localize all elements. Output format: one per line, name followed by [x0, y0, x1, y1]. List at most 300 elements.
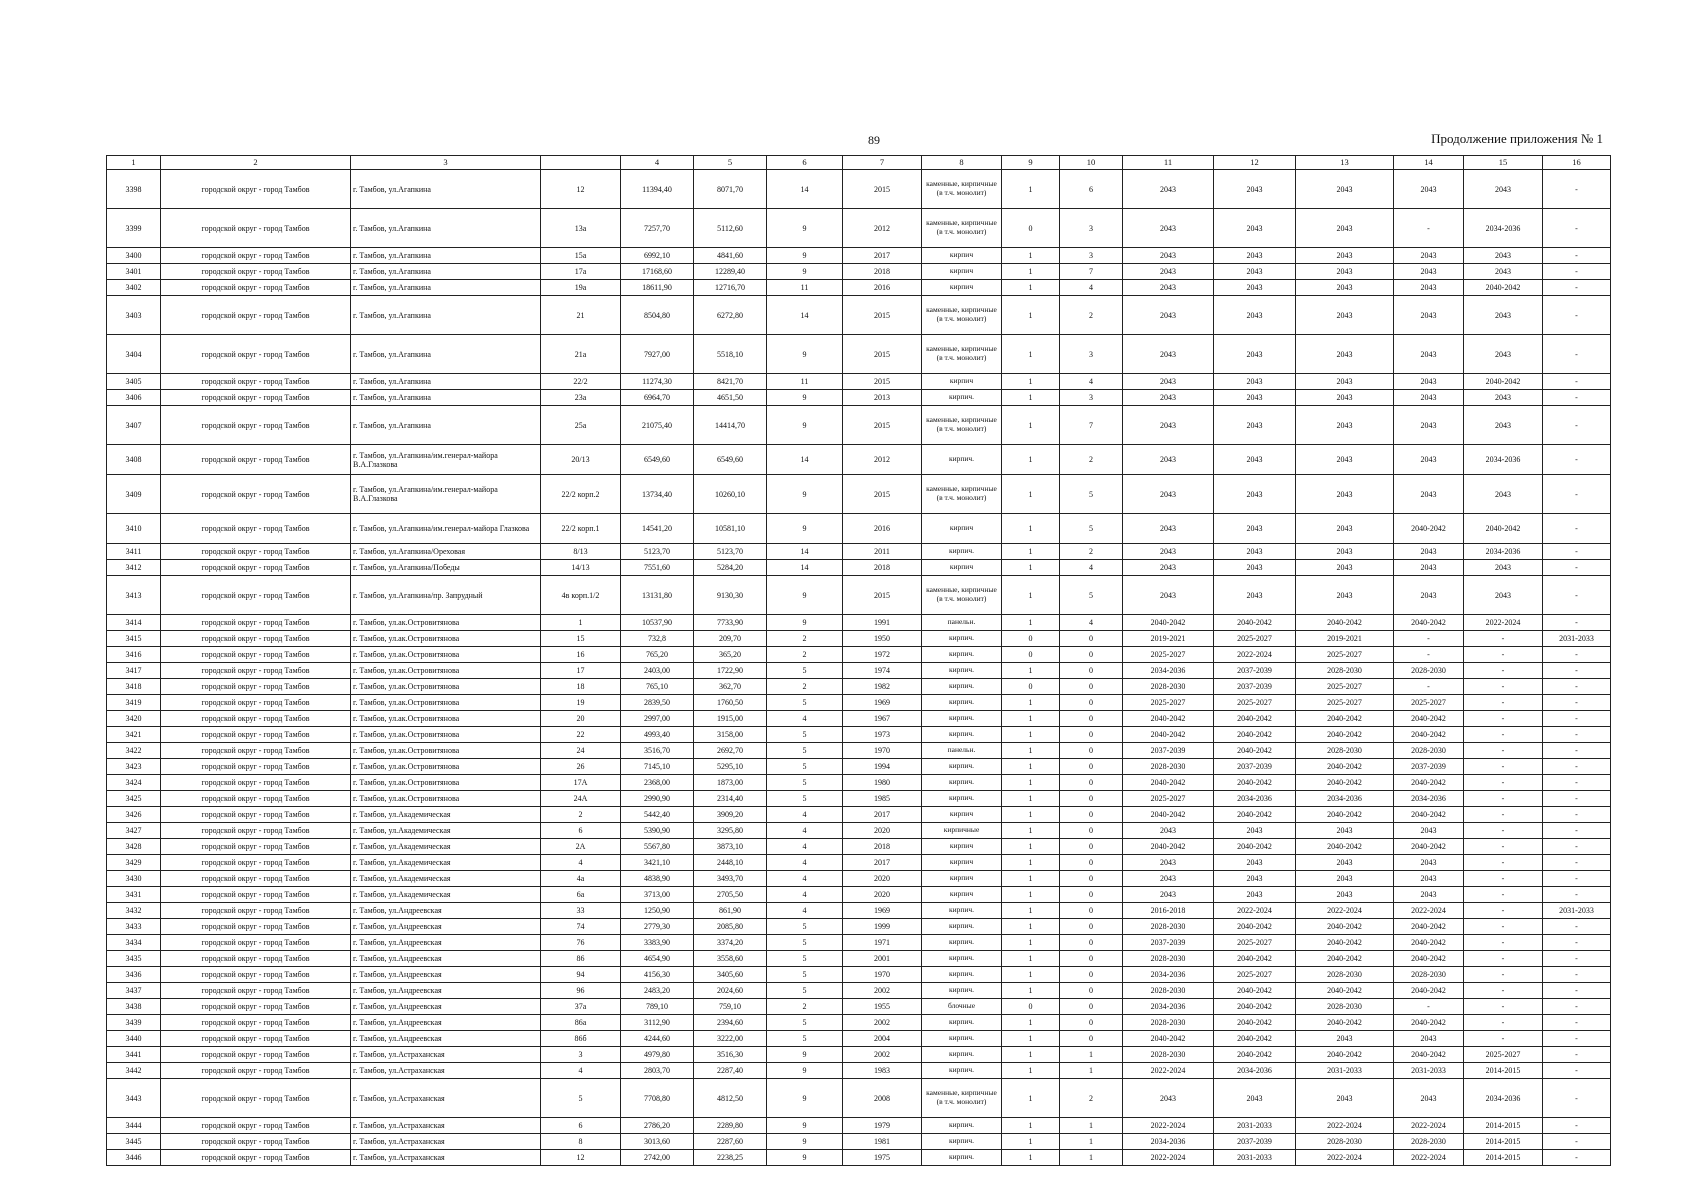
col-12-period-cell: 2025-2027: [1214, 631, 1296, 647]
col-13-period-cell: 2043: [1296, 335, 1394, 374]
living-area-cell: 3374,20: [694, 935, 767, 951]
col-12-period-cell: 2025-2027: [1214, 967, 1296, 983]
commissioning-year-cell: 1973: [843, 727, 922, 743]
total-area-cell: 2779,30: [621, 919, 694, 935]
col-12-period-cell: 2043: [1214, 475, 1296, 514]
living-area-cell: 2448,10: [694, 855, 767, 871]
total-area-cell: 2803,70: [621, 1063, 694, 1079]
living-area-cell: 2394,60: [694, 1015, 767, 1031]
col-10-value-cell: 0: [1060, 935, 1123, 951]
col-9-value-cell: 1: [1002, 759, 1060, 775]
floors-cell: 9: [767, 264, 843, 280]
col-13-period-cell: 2022-2024: [1296, 1150, 1394, 1166]
column-header: 1: [107, 156, 161, 170]
row-number-cell: 3414: [107, 615, 161, 631]
wall-material-cell: кирпич: [922, 514, 1002, 544]
col-15-period-cell: -: [1464, 711, 1543, 727]
table-row: [107, 296, 1611, 335]
wall-material-cell: панельн.: [922, 615, 1002, 631]
column-header: 15: [1464, 156, 1543, 170]
living-area-cell: 5123,70: [694, 544, 767, 560]
col-16-period-cell: -: [1543, 576, 1611, 615]
col-16-period-cell: -: [1543, 248, 1611, 264]
col-15-period-cell: -: [1464, 743, 1543, 759]
living-area-cell: 10260,10: [694, 475, 767, 514]
floors-cell: 5: [767, 663, 843, 679]
commissioning-year-cell: 1980: [843, 775, 922, 791]
col-10-value-cell: 2: [1060, 445, 1123, 475]
col-16-period-cell: -: [1543, 887, 1611, 903]
col-16-period-cell: -: [1543, 170, 1611, 209]
wall-material-cell: панельн.: [922, 743, 1002, 759]
col-9-value-cell: 0: [1002, 999, 1060, 1015]
col-12-period-cell: 2040-2042: [1214, 983, 1296, 999]
col-11-period-cell: 2034-2036: [1123, 967, 1214, 983]
col-15-period-cell: 2043: [1464, 560, 1543, 576]
municipality-cell: городской округ - город Тамбов: [161, 390, 351, 406]
floors-cell: 11: [767, 280, 843, 296]
total-area-cell: 5390,90: [621, 823, 694, 839]
col-14-period-cell: 2028-2030: [1394, 967, 1464, 983]
col-16-period-cell: 2031-2033: [1543, 631, 1611, 647]
total-area-cell: 789,10: [621, 999, 694, 1015]
col-16-period-cell: -: [1543, 335, 1611, 374]
house-number-cell: 13а: [541, 209, 621, 248]
municipality-cell: городской округ - город Тамбов: [161, 647, 351, 663]
col-11-period-cell: 2043: [1123, 871, 1214, 887]
house-number-cell: 22/2 корп.1: [541, 514, 621, 544]
house-number-cell: 6а: [541, 887, 621, 903]
col-15-period-cell: 2043: [1464, 170, 1543, 209]
table-row: [107, 871, 1611, 887]
commissioning-year-cell: 2020: [843, 887, 922, 903]
total-area-cell: 2403,00: [621, 663, 694, 679]
total-area-cell: 13734,40: [621, 475, 694, 514]
total-area-cell: 7927,00: [621, 335, 694, 374]
house-number-cell: 86: [541, 951, 621, 967]
col-14-period-cell: 2043: [1394, 1079, 1464, 1118]
col-9-value-cell: 1: [1002, 871, 1060, 887]
living-area-cell: 3158,00: [694, 727, 767, 743]
column-header: 11: [1123, 156, 1214, 170]
row-number-cell: 3429: [107, 855, 161, 871]
col-10-value-cell: 7: [1060, 406, 1123, 445]
column-header: 16: [1543, 156, 1611, 170]
wall-material-cell: кирпич.: [922, 759, 1002, 775]
col-12-period-cell: 2025-2027: [1214, 935, 1296, 951]
col-15-period-cell: -: [1464, 935, 1543, 951]
wall-material-cell: кирпич.: [922, 1150, 1002, 1166]
col-11-period-cell: 2043: [1123, 576, 1214, 615]
municipality-cell: городской округ - город Тамбов: [161, 759, 351, 775]
col-9-value-cell: 1: [1002, 390, 1060, 406]
total-area-cell: 2786,20: [621, 1118, 694, 1134]
col-15-period-cell: -: [1464, 679, 1543, 695]
col-13-period-cell: 2043: [1296, 209, 1394, 248]
total-area-cell: 6549,60: [621, 445, 694, 475]
col-16-period-cell: -: [1543, 759, 1611, 775]
municipality-cell: городской округ - город Тамбов: [161, 1079, 351, 1118]
commissioning-year-cell: 2013: [843, 390, 922, 406]
wall-material-cell: кирпич.: [922, 544, 1002, 560]
total-area-cell: 3516,70: [621, 743, 694, 759]
municipality-cell: городской округ - город Тамбов: [161, 679, 351, 695]
col-15-period-cell: -: [1464, 1015, 1543, 1031]
floors-cell: 11: [767, 374, 843, 390]
living-area-cell: 14414,70: [694, 406, 767, 445]
living-area-cell: 3222,00: [694, 1031, 767, 1047]
col-10-value-cell: 5: [1060, 576, 1123, 615]
col-16-period-cell: -: [1543, 823, 1611, 839]
col-9-value-cell: 1: [1002, 544, 1060, 560]
col-11-period-cell: 2043: [1123, 170, 1214, 209]
address-cell: г. Тамбов, ул.ак.Островитянова: [351, 775, 541, 791]
commissioning-year-cell: 1971: [843, 935, 922, 951]
row-number-cell: 3438: [107, 999, 161, 1015]
total-area-cell: 3421,10: [621, 855, 694, 871]
house-number-cell: 4а: [541, 871, 621, 887]
col-16-period-cell: -: [1543, 514, 1611, 544]
commissioning-year-cell: 1979: [843, 1118, 922, 1134]
commissioning-year-cell: 1969: [843, 695, 922, 711]
address-cell: г. Тамбов, ул.ак.Островитянова: [351, 727, 541, 743]
total-area-cell: 3713,00: [621, 887, 694, 903]
table-row: [107, 1079, 1611, 1118]
row-number-cell: 3440: [107, 1031, 161, 1047]
col-13-period-cell: 2043: [1296, 576, 1394, 615]
table-row: [107, 1118, 1611, 1134]
address-cell: г. Тамбов, ул.Агапкина: [351, 390, 541, 406]
col-11-period-cell: 2022-2024: [1123, 1118, 1214, 1134]
floors-cell: 5: [767, 727, 843, 743]
col-13-period-cell: 2043: [1296, 264, 1394, 280]
col-10-value-cell: 0: [1060, 695, 1123, 711]
wall-material-cell: каменные, кирпичные (в т.ч. монолит): [922, 576, 1002, 615]
col-16-period-cell: -: [1543, 1047, 1611, 1063]
house-number-cell: 20: [541, 711, 621, 727]
col-13-period-cell: 2028-2030: [1296, 743, 1394, 759]
house-number-cell: 33: [541, 903, 621, 919]
floors-cell: 9: [767, 1134, 843, 1150]
col-10-value-cell: 6: [1060, 170, 1123, 209]
col-11-period-cell: 2034-2036: [1123, 1134, 1214, 1150]
column-header: 6: [767, 156, 843, 170]
table-row: [107, 631, 1611, 647]
living-area-cell: 3909,20: [694, 807, 767, 823]
table-row: [107, 576, 1611, 615]
row-number-cell: 3426: [107, 807, 161, 823]
living-area-cell: 365,20: [694, 647, 767, 663]
house-number-cell: 86б: [541, 1031, 621, 1047]
commissioning-year-cell: 2016: [843, 514, 922, 544]
table-row: [107, 791, 1611, 807]
table-row: [107, 855, 1611, 871]
col-12-period-cell: 2040-2042: [1214, 727, 1296, 743]
table-row: [107, 919, 1611, 935]
commissioning-year-cell: 1999: [843, 919, 922, 935]
wall-material-cell: кирпич: [922, 280, 1002, 296]
municipality-cell: городской округ - город Тамбов: [161, 1047, 351, 1063]
wall-material-cell: каменные, кирпичные (в т.ч. монолит): [922, 1079, 1002, 1118]
col-15-period-cell: 2043: [1464, 335, 1543, 374]
col-14-period-cell: -: [1394, 999, 1464, 1015]
col-16-period-cell: -: [1543, 663, 1611, 679]
col-11-period-cell: 2040-2042: [1123, 1031, 1214, 1047]
col-11-period-cell: 2043: [1123, 335, 1214, 374]
col-11-period-cell: 2043: [1123, 264, 1214, 280]
total-area-cell: 21075,40: [621, 406, 694, 445]
col-12-period-cell: 2040-2042: [1214, 615, 1296, 631]
living-area-cell: 5284,20: [694, 560, 767, 576]
table-row: [107, 999, 1611, 1015]
col-10-value-cell: 3: [1060, 209, 1123, 248]
living-area-cell: 8421,70: [694, 374, 767, 390]
address-cell: г. Тамбов, ул.Андреевская: [351, 903, 541, 919]
col-10-value-cell: 1: [1060, 1047, 1123, 1063]
wall-material-cell: кирпич.: [922, 775, 1002, 791]
col-11-period-cell: 2043: [1123, 823, 1214, 839]
col-16-period-cell: -: [1543, 406, 1611, 445]
total-area-cell: 4654,90: [621, 951, 694, 967]
house-number-cell: 19: [541, 695, 621, 711]
col-15-period-cell: -: [1464, 919, 1543, 935]
col-11-period-cell: 2028-2030: [1123, 983, 1214, 999]
col-10-value-cell: 0: [1060, 823, 1123, 839]
col-11-period-cell: 2043: [1123, 390, 1214, 406]
column-header: [541, 156, 621, 170]
col-9-value-cell: 1: [1002, 807, 1060, 823]
address-cell: г. Тамбов, ул.Агапкина: [351, 335, 541, 374]
col-12-period-cell: 2040-2042: [1214, 807, 1296, 823]
col-13-period-cell: 2040-2042: [1296, 983, 1394, 999]
living-area-cell: 3493,70: [694, 871, 767, 887]
total-area-cell: 5442,40: [621, 807, 694, 823]
col-15-period-cell: 2014-2015: [1464, 1134, 1543, 1150]
col-10-value-cell: 0: [1060, 759, 1123, 775]
floors-cell: 9: [767, 248, 843, 264]
col-16-period-cell: -: [1543, 296, 1611, 335]
col-9-value-cell: 1: [1002, 1063, 1060, 1079]
municipality-cell: городской округ - город Тамбов: [161, 264, 351, 280]
col-13-period-cell: 2028-2030: [1296, 1134, 1394, 1150]
living-area-cell: 3873,10: [694, 839, 767, 855]
municipality-cell: городской округ - город Тамбов: [161, 280, 351, 296]
living-area-cell: 10581,10: [694, 514, 767, 544]
house-number-cell: 21а: [541, 335, 621, 374]
commissioning-year-cell: 2002: [843, 1015, 922, 1031]
address-cell: г. Тамбов, ул.Академическая: [351, 823, 541, 839]
row-number-cell: 3420: [107, 711, 161, 727]
col-11-period-cell: 2040-2042: [1123, 727, 1214, 743]
col-16-period-cell: -: [1543, 967, 1611, 983]
house-number-cell: 14/13: [541, 560, 621, 576]
col-10-value-cell: 4: [1060, 280, 1123, 296]
address-cell: г. Тамбов, ул.Астраханская: [351, 1150, 541, 1166]
floors-cell: 9: [767, 1079, 843, 1118]
table-row: [107, 560, 1611, 576]
municipality-cell: городской округ - город Тамбов: [161, 983, 351, 999]
table-row: [107, 475, 1611, 514]
row-number-cell: 3427: [107, 823, 161, 839]
address-cell: г. Тамбов, ул.ак.Островитянова: [351, 759, 541, 775]
floors-cell: 14: [767, 544, 843, 560]
address-cell: г. Тамбов, ул.ак.Островитянова: [351, 679, 541, 695]
commissioning-year-cell: 2018: [843, 560, 922, 576]
col-16-period-cell: 2031-2033: [1543, 903, 1611, 919]
municipality-cell: городской округ - город Тамбов: [161, 935, 351, 951]
col-11-period-cell: 2034-2036: [1123, 663, 1214, 679]
col-15-period-cell: -: [1464, 967, 1543, 983]
column-header: 12: [1214, 156, 1296, 170]
floors-cell: 4: [767, 807, 843, 823]
col-10-value-cell: 0: [1060, 999, 1123, 1015]
wall-material-cell: кирпич: [922, 839, 1002, 855]
col-9-value-cell: 1: [1002, 560, 1060, 576]
col-16-period-cell: -: [1543, 743, 1611, 759]
total-area-cell: 4838,90: [621, 871, 694, 887]
column-header: 4: [621, 156, 694, 170]
col-10-value-cell: 0: [1060, 727, 1123, 743]
col-16-period-cell: -: [1543, 1063, 1611, 1079]
table-row: [107, 170, 1611, 209]
col-13-period-cell: 2043: [1296, 887, 1394, 903]
wall-material-cell: кирпич.: [922, 919, 1002, 935]
municipality-cell: городской округ - город Тамбов: [161, 855, 351, 871]
col-13-period-cell: 2043: [1296, 445, 1394, 475]
commissioning-year-cell: 2002: [843, 983, 922, 999]
col-12-period-cell: 2031-2033: [1214, 1118, 1296, 1134]
row-number-cell: 3441: [107, 1047, 161, 1063]
col-13-period-cell: 2022-2024: [1296, 1118, 1394, 1134]
commissioning-year-cell: 1994: [843, 759, 922, 775]
col-11-period-cell: 2043: [1123, 544, 1214, 560]
commissioning-year-cell: 2015: [843, 406, 922, 445]
col-15-period-cell: 2014-2015: [1464, 1118, 1543, 1134]
col-15-period-cell: -: [1464, 791, 1543, 807]
col-15-period-cell: -: [1464, 631, 1543, 647]
col-12-period-cell: 2043: [1214, 514, 1296, 544]
municipality-cell: городской округ - город Тамбов: [161, 475, 351, 514]
living-area-cell: 2238,25: [694, 1150, 767, 1166]
col-16-period-cell: -: [1543, 390, 1611, 406]
municipality-cell: городской округ - город Тамбов: [161, 1150, 351, 1166]
floors-cell: 2: [767, 999, 843, 1015]
commissioning-year-cell: 2018: [843, 839, 922, 855]
wall-material-cell: кирпич.: [922, 1031, 1002, 1047]
floors-cell: 5: [767, 791, 843, 807]
commissioning-year-cell: 2016: [843, 280, 922, 296]
commissioning-year-cell: 2017: [843, 807, 922, 823]
municipality-cell: городской округ - город Тамбов: [161, 791, 351, 807]
col-15-period-cell: -: [1464, 759, 1543, 775]
house-number-cell: 24: [541, 743, 621, 759]
col-15-period-cell: 2043: [1464, 576, 1543, 615]
col-9-value-cell: 1: [1002, 264, 1060, 280]
row-number-cell: 3413: [107, 576, 161, 615]
living-area-cell: 2314,40: [694, 791, 767, 807]
col-11-period-cell: 2043: [1123, 887, 1214, 903]
living-area-cell: 3516,30: [694, 1047, 767, 1063]
col-9-value-cell: 1: [1002, 445, 1060, 475]
address-cell: г. Тамбов, ул.Астраханская: [351, 1118, 541, 1134]
municipality-cell: городской округ - город Тамбов: [161, 919, 351, 935]
wall-material-cell: каменные, кирпичные (в т.ч. монолит): [922, 406, 1002, 445]
column-header: 7: [843, 156, 922, 170]
col-15-period-cell: -: [1464, 823, 1543, 839]
commissioning-year-cell: 2017: [843, 248, 922, 264]
municipality-cell: городской округ - город Тамбов: [161, 695, 351, 711]
col-9-value-cell: 1: [1002, 1150, 1060, 1166]
house-number-cell: 4в корп.1/2: [541, 576, 621, 615]
municipality-cell: городской округ - город Тамбов: [161, 839, 351, 855]
living-area-cell: 9130,30: [694, 576, 767, 615]
col-13-period-cell: 2019-2021: [1296, 631, 1394, 647]
address-cell: г. Тамбов, ул.Агапкина/Победы: [351, 560, 541, 576]
col-13-period-cell: 2025-2027: [1296, 679, 1394, 695]
col-14-period-cell: 2043: [1394, 475, 1464, 514]
municipality-cell: городской округ - город Тамбов: [161, 1015, 351, 1031]
col-13-period-cell: 2043: [1296, 248, 1394, 264]
column-header: 3: [351, 156, 541, 170]
col-9-value-cell: 1: [1002, 663, 1060, 679]
wall-material-cell: кирпич.: [922, 1063, 1002, 1079]
row-number-cell: 3417: [107, 663, 161, 679]
table-row: [107, 759, 1611, 775]
house-number-cell: 4: [541, 855, 621, 871]
col-12-period-cell: 2034-2036: [1214, 791, 1296, 807]
living-area-cell: 3295,80: [694, 823, 767, 839]
col-14-period-cell: 2022-2024: [1394, 1118, 1464, 1134]
col-12-period-cell: 2022-2024: [1214, 647, 1296, 663]
row-number-cell: 3423: [107, 759, 161, 775]
col-14-period-cell: -: [1394, 209, 1464, 248]
floors-cell: 5: [767, 759, 843, 775]
house-number-cell: 26: [541, 759, 621, 775]
col-9-value-cell: 1: [1002, 1134, 1060, 1150]
municipality-cell: городской округ - город Тамбов: [161, 514, 351, 544]
living-area-cell: 1873,00: [694, 775, 767, 791]
table-row: [107, 647, 1611, 663]
table-row: [107, 445, 1611, 475]
floors-cell: 5: [767, 935, 843, 951]
col-13-period-cell: 2040-2042: [1296, 919, 1394, 935]
commissioning-year-cell: 1950: [843, 631, 922, 647]
col-9-value-cell: 1: [1002, 711, 1060, 727]
col-14-period-cell: 2040-2042: [1394, 711, 1464, 727]
col-12-period-cell: 2040-2042: [1214, 919, 1296, 935]
wall-material-cell: кирпич: [922, 855, 1002, 871]
municipality-cell: городской округ - город Тамбов: [161, 296, 351, 335]
col-11-period-cell: 2022-2024: [1123, 1150, 1214, 1166]
commissioning-year-cell: 2020: [843, 823, 922, 839]
table-row: [107, 1063, 1611, 1079]
address-cell: г. Тамбов, ул.Андреевская: [351, 983, 541, 999]
col-14-period-cell: 2025-2027: [1394, 695, 1464, 711]
col-14-period-cell: 2040-2042: [1394, 983, 1464, 999]
commissioning-year-cell: 2001: [843, 951, 922, 967]
col-10-value-cell: 0: [1060, 887, 1123, 903]
col-13-period-cell: 2043: [1296, 280, 1394, 296]
col-15-period-cell: -: [1464, 663, 1543, 679]
col-15-period-cell: -: [1464, 1031, 1543, 1047]
col-16-period-cell: -: [1543, 647, 1611, 663]
floors-cell: 9: [767, 615, 843, 631]
col-12-period-cell: 2043: [1214, 209, 1296, 248]
wall-material-cell: кирпич.: [922, 791, 1002, 807]
col-12-period-cell: 2043: [1214, 887, 1296, 903]
commissioning-year-cell: 1974: [843, 663, 922, 679]
col-16-period-cell: -: [1543, 999, 1611, 1015]
